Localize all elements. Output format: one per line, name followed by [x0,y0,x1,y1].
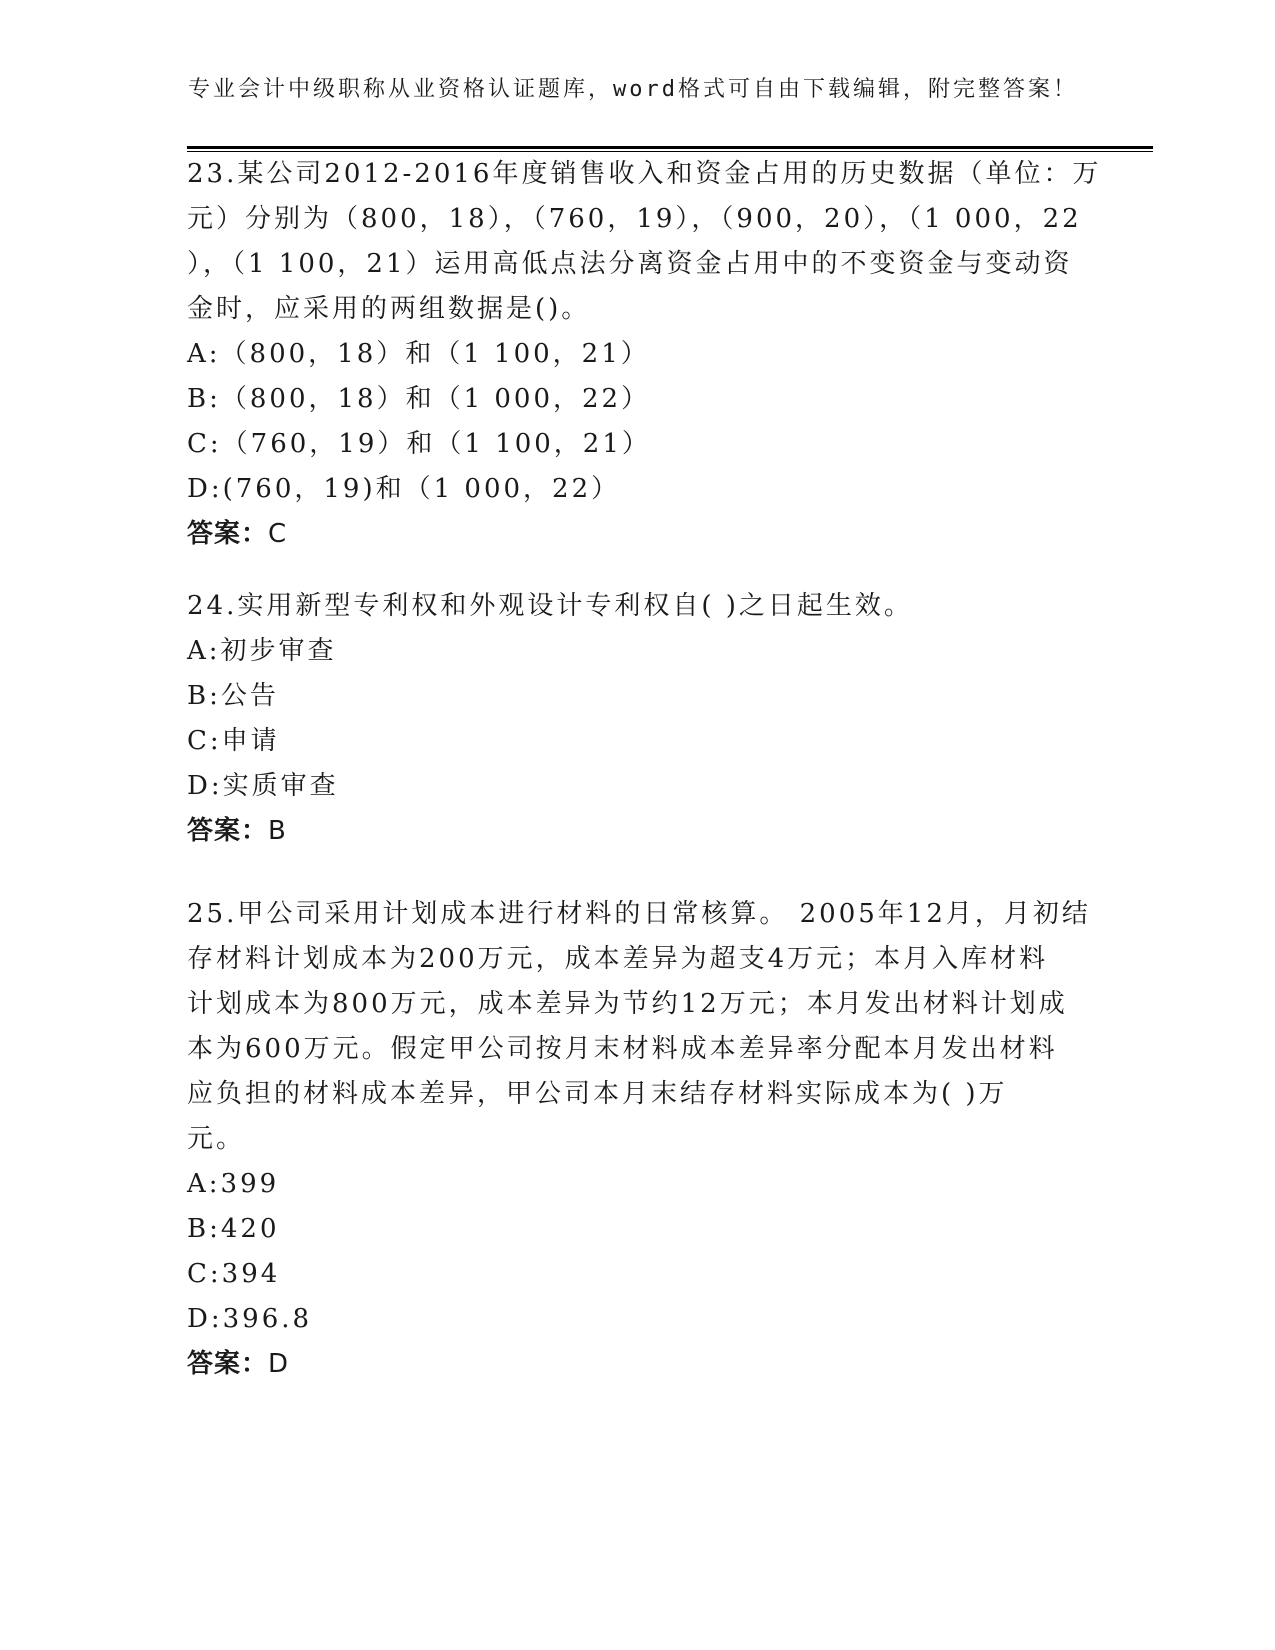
question-24 [187,584,1087,854]
question-stem-line: ），（1 100，21）运用高低点法分离资金占用中的不变资金与变动资 [187,249,1073,279]
answer-line [187,809,1087,854]
question-23 [187,152,1102,557]
question-stem-line: 元。 [187,1124,246,1154]
answer-label: 答案： [187,816,269,846]
option-c: C:申请 [187,726,280,756]
question-stem-line: 金时，应采用的两组数据是()。 [187,294,591,324]
answer-label: 答案： [187,1349,269,1379]
answer-line [187,1342,1087,1387]
answer-value: B [268,816,287,846]
option-d: D:(760，19)和（1 000，22） [187,474,621,504]
header-rule-thick [187,146,1153,149]
answer-label: 答案： [187,519,269,549]
question-stem-line: 本为600万元。假定甲公司按月末材料成本差异率分配本月发出材料 [187,1034,1058,1064]
question-stem-line: 计划成本为800万元，成本差异为节约12万元；本月发出材料计划成 [187,989,1068,1019]
option-c: C:（760，19）和（1 100，21） [187,429,651,459]
option-b: B:公告 [187,681,279,711]
page-header: 专业会计中级职称从业资格认证题库，word格式可自由下载编辑，附完整答案！ [188,77,1078,102]
question-stem-line: 23.某公司2012-2016年度销售收入和资金占用的历史数据（单位：万 [187,159,1102,189]
question-stem-line: 24.实用新型专利权和外观设计专利权自( )之日起生效。 [187,591,913,621]
question-stem-line: 应负担的材料成本差异，甲公司本月末结存材料实际成本为( )万 [187,1079,1008,1109]
answer-value: D [268,1349,290,1379]
option-d: D:396.8 [187,1304,313,1334]
question-stem-line: 元）分别为（800，18），（760，19），（900，20），（1 000，22 [187,204,1082,234]
option-b: B:（800，18）和（1 000，22） [187,384,651,414]
option-c: C:394 [187,1259,281,1289]
option-d: D:实质审查 [187,771,339,801]
answer-line [187,512,1087,557]
question-stem-line: 25.甲公司采用计划成本进行材料的日常核算。 2005年12月，月初结 [187,899,1091,929]
option-a: A:初步审查 [187,636,337,666]
question-25 [187,892,1091,1387]
answer-value: C [268,519,288,549]
option-a: A:399 [187,1169,280,1199]
option-b: B:420 [187,1214,280,1244]
question-stem-line: 存材料计划成本为200万元，成本差异为超支4万元；本月入库材料 [187,944,1049,974]
option-a: A:（800，18）和（1 100，21） [187,339,650,369]
